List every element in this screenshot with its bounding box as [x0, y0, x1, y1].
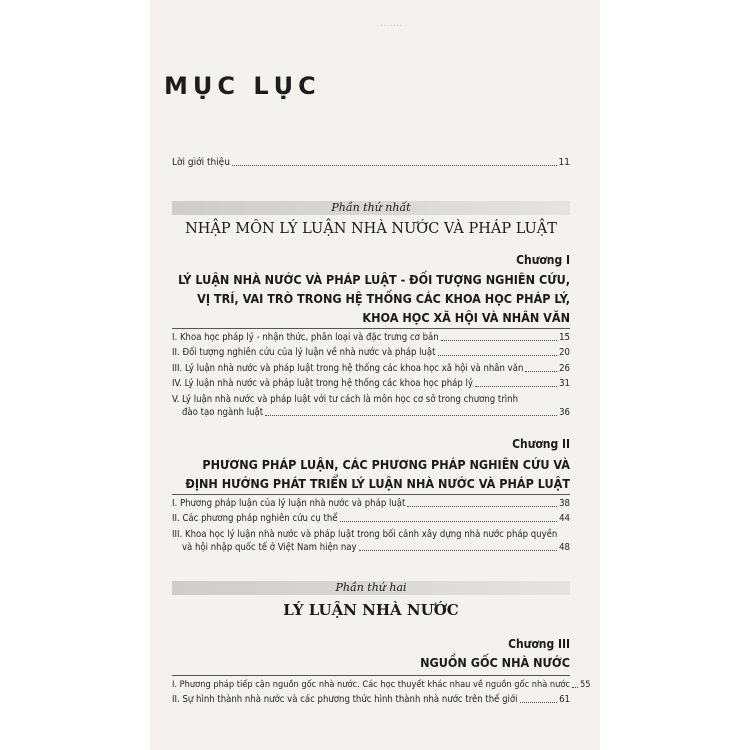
toc-item-text: V. Lý luận nhà nước và pháp luật với tư cách là môn học cơ sở trong chương trình [172, 394, 519, 405]
dot-leader [232, 165, 557, 166]
toc-item-page: 31 [559, 378, 570, 389]
toc-item-continuation [172, 541, 570, 554]
toc-item-page: 26 [559, 363, 570, 374]
toc-item-page: 44 [559, 513, 570, 524]
toc-item-text: I. Phương pháp luận của lý luận nhà nước và pháp luật [172, 498, 406, 509]
dot-leader [407, 506, 557, 507]
toc-item-text: III. Khoa học lý luận nhà nước và pháp luật trong bối cảnh xây dựng nhà nước pháp quyền [172, 529, 558, 540]
part-2-title: LÝ LUẬN NHÀ NƯỚC [283, 601, 459, 619]
toc-item[interactable] [172, 377, 570, 390]
section-rule [172, 675, 570, 676]
chapter-2-label: Chương II [512, 437, 570, 451]
toc-item[interactable] [172, 393, 570, 419]
chapter-1-title-line: KHOA HỌC XÃ HỘI VÀ NHÂN VĂN [362, 310, 570, 325]
chapter-1-title-line: VỊ TRÍ, VAI TRÒ TRONG HỆ THỐNG CÁC KHOA HỌC PHÁP LÝ, [197, 291, 570, 306]
toc-item-text: II. Đối tượng nghiên cứu của lý luận về nhà nước và pháp luật [172, 347, 436, 358]
toc-intro-row[interactable] [172, 156, 570, 169]
dot-leader [265, 415, 557, 416]
chapter-3-title [172, 653, 570, 672]
toc-item[interactable] [172, 346, 570, 359]
dot-leader [438, 355, 558, 356]
toc-item-page: 15 [559, 332, 570, 343]
dot-leader [520, 702, 558, 703]
chapter-2-title-line: ĐỊNH HƯỚNG PHÁT TRIỂN LÝ LUẬN NHÀ NƯỚC VÀ PHÁP LUẬT [185, 476, 570, 491]
toc-item[interactable] [172, 497, 570, 510]
toc-item-text: II. Sự hình thành nhà nước và các phương thức hình thành nhà nước trên thế giới [172, 694, 518, 705]
part-2-label: Phần thứ hai [172, 581, 570, 595]
part-1-label: Phần thứ nhất [172, 201, 570, 215]
toc-item-text: I. Phương pháp tiếp cận nguồn gốc nhà nước. Các học thuyết khác nhau về nguồn gốc nhà nước [172, 679, 571, 690]
dot-leader [525, 371, 557, 372]
toc-item-text: I. Khoa học pháp lý - nhận thức, phân loại và đặc trưng cơ bản [172, 332, 439, 343]
toc-item[interactable] [172, 678, 591, 691]
toc-item[interactable] [172, 362, 570, 375]
toc-item[interactable] [172, 512, 570, 525]
toc-item-text: III. Lý luận nhà nước và pháp luật trong hệ thống các khoa học xã hội và nhân văn [172, 363, 524, 374]
bleed-through-text: ....... [380, 18, 403, 29]
toc-item[interactable] [172, 528, 570, 554]
dot-leader [441, 340, 557, 341]
book-page [150, 0, 600, 750]
toc-item-text: đào tạo ngành luật [182, 407, 264, 418]
dot-leader [572, 687, 578, 688]
dot-leader [340, 521, 558, 522]
chapter-2-title-line: PHƯƠNG PHÁP LUẬN, CÁC PHƯƠNG PHÁP NGHIÊN CỨU VÀ [202, 457, 570, 472]
toc-item-page: 20 [559, 347, 570, 358]
chapter-2-title [172, 455, 570, 493]
toc-item-page: 48 [559, 542, 570, 553]
section-rule [172, 494, 570, 495]
chapter-1-title-line: LÝ LUẬN NHÀ NƯỚC VÀ PHÁP LUẬT - ĐỐI TƯỢNG NGHIÊN CỨU, [178, 272, 570, 287]
toc-heading: MỤC LỤC [164, 72, 321, 100]
toc-item[interactable] [172, 693, 570, 706]
part-1-title: NHẬP MÔN LÝ LUẬN NHÀ NƯỚC VÀ PHÁP LUẬT [185, 221, 557, 237]
toc-item-page: 38 [559, 498, 570, 509]
toc-item-text: và hội nhập quốc tế ở Việt Nam hiện nay [182, 542, 357, 553]
toc-item-text: IV. Lý luận nhà nước và pháp luật trong hệ thống các khoa học pháp lý [172, 378, 473, 389]
toc-item-page: 36 [559, 407, 570, 418]
toc-item[interactable] [172, 331, 570, 344]
chapter-3-label: Chương III [508, 637, 570, 651]
chapter-3-title-line: NGUỒN GỐC NHÀ NƯỚC [420, 655, 570, 670]
toc-item-continuation [172, 406, 570, 419]
dot-leader [475, 386, 557, 387]
toc-item-text: II. Các phương pháp nghiên cứu cụ thể [172, 513, 338, 524]
toc-intro-page: 11 [558, 157, 570, 168]
toc-item-page: 55 [580, 679, 591, 690]
chapter-1-title [172, 270, 570, 327]
dot-leader [359, 550, 558, 551]
chapter-1-label: Chương I [516, 253, 570, 267]
toc-intro-label: Lời giới thiệu [172, 157, 230, 168]
section-rule [172, 328, 570, 329]
toc-item-page: 61 [559, 694, 570, 705]
